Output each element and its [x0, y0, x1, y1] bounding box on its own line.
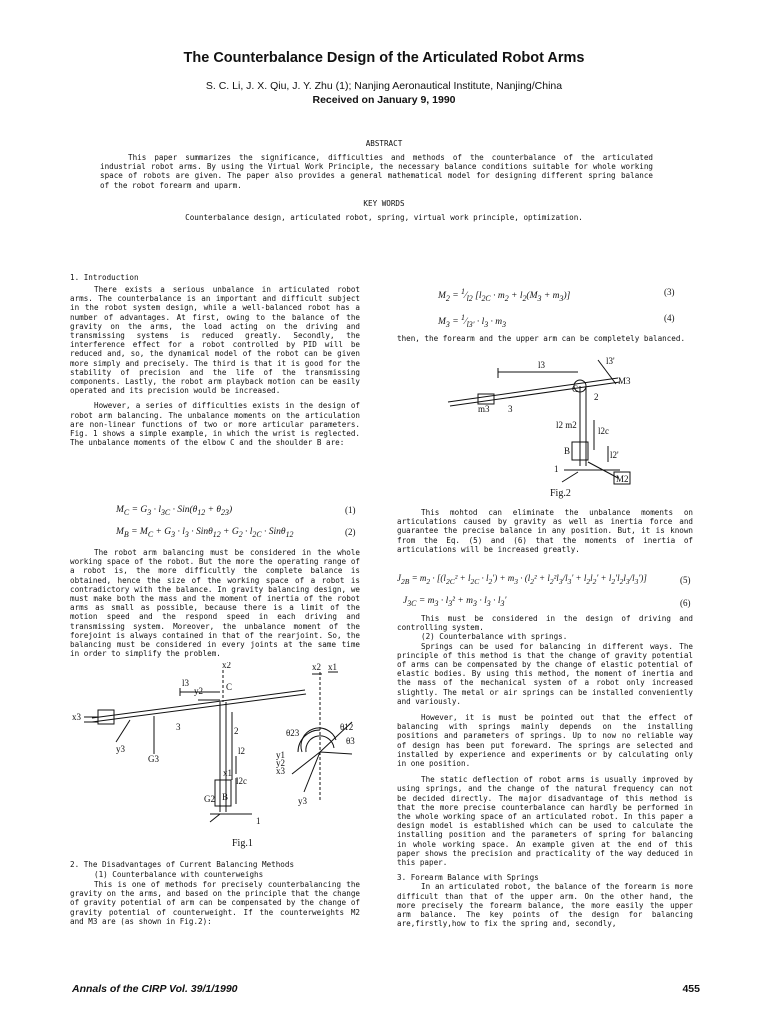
svg-text:G2: G2: [204, 794, 215, 804]
paragraph-3-wrap: [70, 548, 360, 658]
paragraph-4: This is one of methods for precisely counterbalancing the gravity on the arms, and based on the principle that the change of gravity potential of arm can be compensated by the change of gravity potential of counterweight. If the counterweights M2 and M3 are (as shown in Fig.2):: [70, 880, 360, 926]
svg-text:3: 3: [176, 722, 181, 732]
intro-paragraph-2: However, a series of difficulties exists in the design of robot arm balancing. The unbalance moments on the articulation are non-linear functions of two or more articular parameters. Fig. 1 shows a simple example, in which the wrist is reglected. The unbalance moments of the elbow C and the shoulder B are:: [70, 401, 360, 448]
svg-text:l2c: l2c: [598, 426, 609, 436]
svg-text:l3: l3: [538, 360, 546, 370]
paragraph-7: This must be considered in the design of driving and controlling system.: [397, 614, 693, 633]
svg-text:y2: y2: [194, 686, 203, 696]
svg-text:θ12: θ12: [340, 722, 354, 732]
equation-4-number: (4): [664, 313, 675, 323]
svg-text:3: 3: [508, 404, 513, 414]
paragraph-3: The robot arm balancing must be considered in the whole working space of the robot. But the more the operating range of a robot is, the more difficultly the complete balance is obtained, hence the size of the working space of a robot is contradictory with the balance. In gravity balancing design, we must make both the mass and the moment of inertia of the robot arms as small as possible, because there is a limit of the motion speed and the respond speed in each driving and transmissing system. Moreover, the unbalance moment of the forejoint is always contained in that of the rearjoint. So, the balancing must be considered in every joints at the same time in order to simplify the problem.: [70, 548, 360, 659]
svg-text:G3: G3: [148, 754, 159, 764]
svg-text:M2: M2: [616, 474, 629, 484]
page-number: 455: [682, 983, 700, 995]
paragraph-9: However, it is must be pointed out that the effect of balancing with springs mainly depends on the installing positions and parameters of springs. Up to now no reliable way of design has been put foreward. The springs are selected and installed by experience and experiments or by calculating only in one position.: [397, 713, 693, 769]
svg-text:2: 2: [594, 392, 599, 402]
equation-1-number: (1): [345, 505, 356, 515]
received-line: Received on January 9, 1990: [312, 94, 456, 106]
svg-text:l2: l2: [238, 746, 246, 756]
right-body-wrap: [397, 614, 693, 929]
paragraph-6: This mohtod can eliminate the unbalance moments on articulations caused by gravity as well as inertia force and guarantee the precise balance in any position. But, it is known from the Eq. (5) and (6) that the moments of inertia of articulations will be increased greatly.: [397, 508, 693, 554]
paragraph-10: The static deflection of robot arms is usually improved by using springs, and the change of the natural frequency can not be decided directly. The major disadvantage of this method is that the more precise counterbalance can hardly be performed in the whole working space of an articulated robot. In this paper a design model is established which can be used to calculate the installing position and the parameters of spring for balancing in whole working space. An example given at the end of this paper shows the precision and practicality of the way deduced in this paper.: [397, 775, 693, 868]
section-1-heading: 1. Introduction: [70, 273, 139, 282]
svg-text:M3: M3: [618, 376, 631, 386]
svg-text:l3: l3: [182, 678, 190, 688]
svg-text:x3: x3: [72, 712, 81, 722]
svg-text:1: 1: [256, 816, 261, 826]
equation-2-number: (2): [345, 527, 356, 537]
intro-paragraph-1: There exists a serious unbalance in articulated robot arms. The counterbalance is an important and difficult subject in the robot system design, while a well-balanced robot has a number of advantages. At first, owing to the balance of the gravity on the arms, the load acting on the driving and transmissing systems is reduced greatly. Secondly, the interference effect for a robot controlled by PID will be reduced and, so, the dynamical model of the robot can be given more simply and precisely. The third is that it is good for the stability of precision and the life of the transmissing components. Lastly, the robot arm playback motion can be easily operated and its precision would be increased.: [70, 285, 360, 396]
svg-text:θ23: θ23: [286, 728, 300, 738]
intro-paragraphs: [70, 285, 360, 447]
svg-text:B: B: [564, 446, 571, 456]
journal-footer: Annals of the CIRP Vol. 39/1/1990: [72, 983, 238, 995]
svg-text:x3: x3: [276, 766, 285, 776]
equation-6-number: (6): [680, 598, 691, 608]
abstract-heading: ABSTRACT: [365, 139, 403, 148]
paragraph-5: then, the forearm and the upper arm can be completely balanced.: [397, 334, 686, 343]
figure-1-diagram: [70, 662, 365, 834]
equation-3-number: (3): [664, 287, 675, 297]
paragraph-11: In an articulated robot, the balance of the forearm is more difficult than that of the upper arm. On the other hand, the more precisely the forearm balance, the more easily the upper arm balance. The key points of the design for balancing are,firstly,how to fix the spring and, secondly,: [397, 882, 693, 929]
svg-text:C: C: [226, 682, 233, 692]
paragraph-6-wrap: [397, 508, 693, 554]
equation-5-number: (5): [680, 575, 691, 585]
svg-text:y2: y2: [276, 758, 285, 768]
svg-text:y1: y1: [276, 750, 285, 760]
equation-1: $M_C = G_3 \cdot l_{3C} \cdot Sin(\theta_{12} + \theta_{23})$: [116, 505, 233, 517]
abstract-text: This paper summarizes the significance, difficulties and methods of the counterbalance of the articulated industrial robot arms. By using the Virtual Work Principle, the necessary balance conditions suitable for whole working space of robots are given. The paper also provides a general mathematical model for designing different spring balance of the robot forearm and uparm.: [100, 153, 653, 190]
paragraph-5-wrap: [397, 334, 693, 343]
svg-text:θ3: θ3: [346, 736, 355, 746]
equation-6: $J_{3C} = m_3 \cdot l_3^2 + m_3 \cdot l_3 \cdot l_3'$: [403, 596, 507, 608]
paragraph-4-wrap: [70, 880, 360, 926]
svg-text:x1: x1: [328, 662, 337, 672]
authors-line: S. C. Li, J. X. Qiu, J. Y. Zhu (1); Nanjing Aeronautical Institute, Nanjing/China: [205, 80, 563, 92]
section-3-heading: 3. Forearm Balance with Springs: [397, 873, 539, 883]
keywords-text: Counterbalance design, articulated robot, spring, virtual work principle, optimization.: [185, 213, 583, 222]
svg-text:2: 2: [234, 726, 239, 736]
figure-2-caption: Fig.2: [550, 488, 571, 499]
equation-3: $M_2$ = $^1⁄_{l2}$ $[l_{2C} \cdot m_2 + l_2(M_3 + m_3)]$: [438, 287, 571, 304]
svg-text:l3': l3': [606, 356, 615, 366]
svg-text:l2': l2': [610, 450, 619, 460]
svg-text:x2: x2: [222, 662, 231, 670]
svg-text:1: 1: [554, 464, 559, 474]
equation-5: $J_{2B} = m_2 \cdot [(l_{2C}^2 + l_{2C} \cdot l_2') + m_3 \cdot (l_2^2 + l_2^2l_3/l_3' + l_2l_2' + l_2'l_2l_3/l_3')]$: [397, 573, 647, 586]
section-2-subheading: (1) Counterbalance with counterweighs: [94, 870, 264, 879]
figure-1-caption: Fig.1: [232, 838, 253, 849]
svg-text:B: B: [222, 792, 229, 802]
svg-text:y3: y3: [116, 744, 125, 754]
equation-2: $M_B = M_C + G_3 \cdot l_3 \cdot Sin\theta_{12} + G_2 \cdot l_{2C} \cdot Sin\theta_{12}$: [116, 527, 294, 539]
svg-text:x1: x1: [223, 768, 232, 778]
author-block: [0, 79, 768, 107]
svg-text:C: C: [572, 384, 579, 394]
paper-title: The Counterbalance Design of the Articulated Robot Arms: [183, 50, 585, 66]
svg-text:y3: y3: [298, 796, 307, 806]
equation-4: $M_3$ = $^1⁄_{l3'} \cdot l_3 \cdot m_3$: [438, 313, 507, 330]
figure-2-diagram: [438, 350, 638, 486]
svg-text:m3: m3: [478, 404, 490, 414]
svg-text:l2c: l2c: [236, 776, 247, 786]
keywords-heading: KEY WORDS: [363, 199, 405, 208]
subheading-springs: (2) Counterbalance with springs.: [421, 632, 568, 642]
paragraph-8: Springs can be used for balancing in different ways. The principle of this method is that the change of gravity potential of arms can be compensated by the change of elastic potential of elastic bodies. By using this method, the moment of inertia and the mass of the mechanical system of a robot only increased slightly. The metal or air springs can be installed conveniently and variously.: [397, 641, 693, 706]
svg-text:x2: x2: [312, 662, 321, 672]
section-2-heading: 2. The Disadvantages of Current Balancing Methods: [70, 860, 295, 869]
svg-text:l2 m2: l2 m2: [556, 420, 577, 430]
